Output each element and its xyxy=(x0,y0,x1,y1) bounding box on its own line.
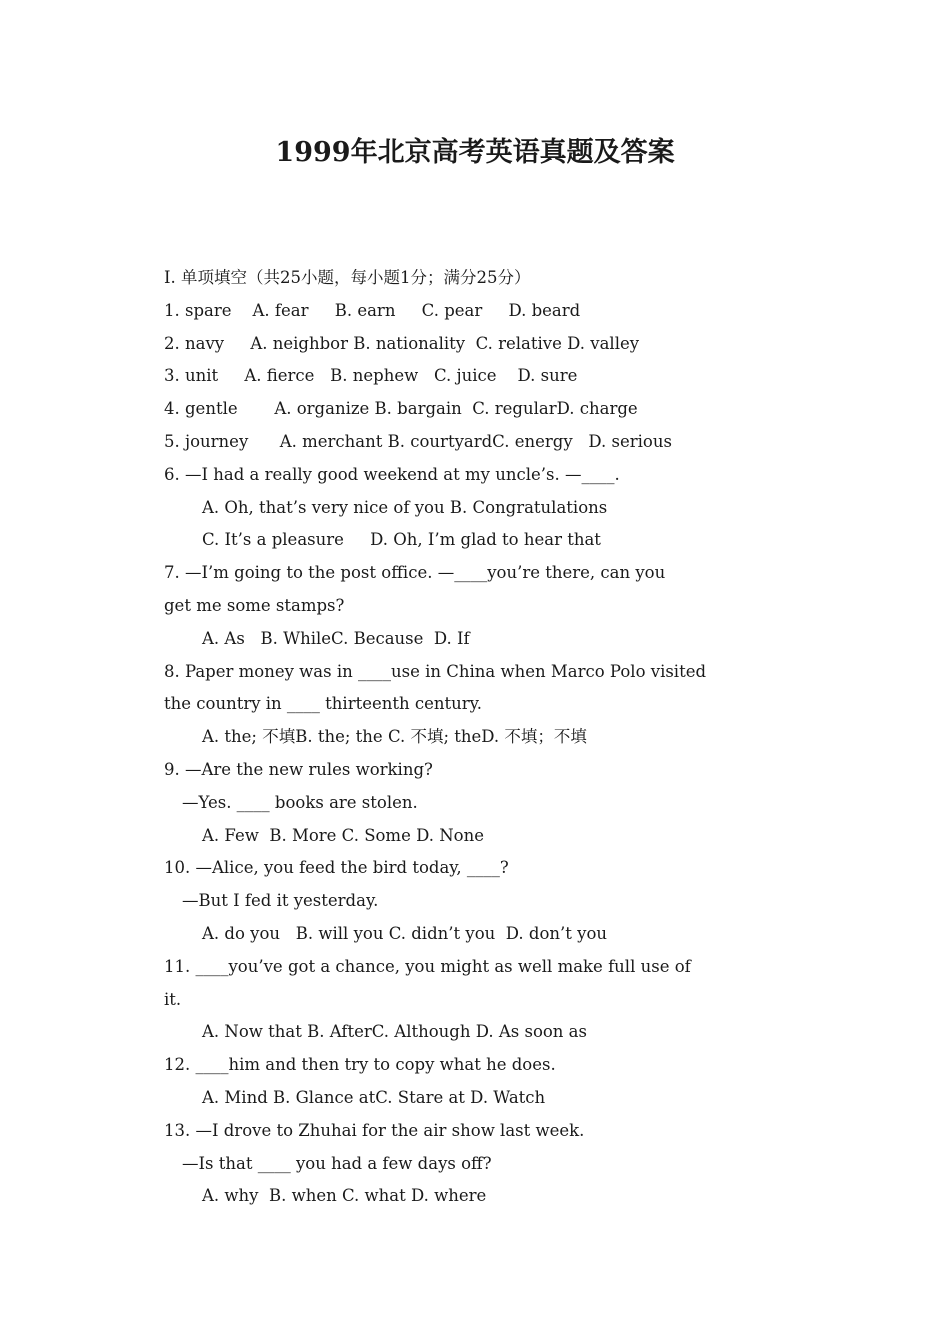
question-line: 12. ____him and then try to copy what he does. xyxy=(164,1055,556,1075)
question-line: 6. —I had a really good weekend at my uncle’s. —____. xyxy=(164,464,620,484)
question-line: 1. spare A. fear B. earn C. pear D. beard xyxy=(164,300,581,320)
question-line: 7. —I’m going to the post office. —____you’re there, can you xyxy=(164,563,666,583)
question-line: 10. —Alice, you feed the bird today, ____? xyxy=(164,858,509,878)
section-heading: I. 单项填空（共25小题，每小题1分；满分25分） xyxy=(164,268,531,287)
question-line: get me some stamps? xyxy=(164,595,345,615)
question-line: 9. —Are the new rules working? xyxy=(164,759,433,779)
question-line: 4. gentle A. organize B. bargain C. regularD. charge xyxy=(164,399,638,419)
answer-options: A. Oh, that’s very nice of you B. Congratulations xyxy=(202,497,608,517)
answer-options: A. Mind B. Glance atC. Stare at D. Watch xyxy=(202,1087,546,1107)
answer-options: C. It’s a pleasure D. Oh, I’m glad to hear that xyxy=(202,530,601,550)
question-line: 3. unit A. fierce B. nephew C. juice D. sure xyxy=(164,366,578,386)
question-line: 8. Paper money was in ____use in China when Marco Polo visited xyxy=(164,661,707,681)
document-body xyxy=(164,262,804,1213)
dialogue-line: —But I fed it yesterday. xyxy=(182,891,379,911)
question-line: 2. navy A. neighbor B. nationality C. relative D. valley xyxy=(164,333,640,353)
answer-options: A. Few B. More C. Some D. None xyxy=(202,825,484,845)
answer-options: A. do you B. will you C. didn’t you D. don’t you xyxy=(202,923,608,943)
question-line: the country in ____ thirteenth century. xyxy=(164,694,483,714)
answer-options: A. why B. when C. what D. where xyxy=(202,1186,487,1206)
question-line: it. xyxy=(164,989,182,1009)
answer-options: A. As B. WhileC. Because D. If xyxy=(202,628,470,648)
page-title: 1999年北京高考英语真题及答案 xyxy=(275,137,675,168)
question-line: 5. journey A. merchant B. courtyardC. energy D. serious xyxy=(164,431,672,451)
dialogue-line: —Yes. ____ books are stolen. xyxy=(182,792,418,812)
answer-options: A. the; 不填B. the; the C. 不填; theD. 不填；不填 xyxy=(202,727,587,747)
question-line: 11. ____you’ve got a chance, you might as well make full use of xyxy=(164,956,691,976)
question-line: 13. —I drove to Zhuhai for the air show last week. xyxy=(164,1120,585,1140)
answer-options: A. Now that B. AfterC. Although D. As soon as xyxy=(202,1022,587,1042)
dialogue-line: —Is that ____ you had a few days off? xyxy=(182,1153,492,1173)
